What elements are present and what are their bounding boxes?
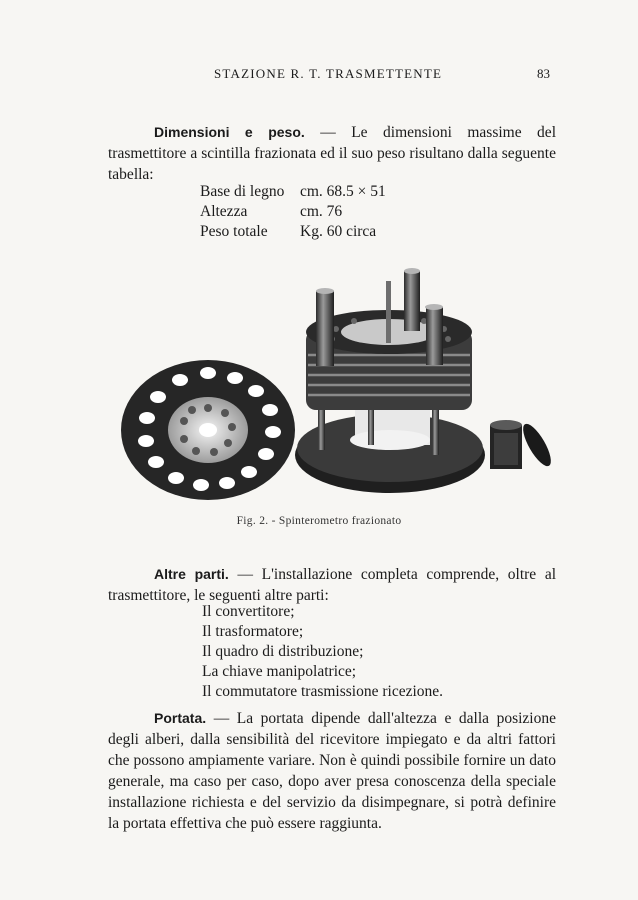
spec-label: Peso totale (200, 223, 268, 240)
parts-heading: Altre parti. (154, 566, 229, 582)
figure-caption: Fig. 2. - Spinterometro frazionato (236, 515, 402, 527)
list-item: La chiave manipolatrice; (202, 663, 357, 680)
list-item: Il trasformatore; (202, 623, 304, 640)
page-header (0, 66, 638, 86)
electrode-disc (121, 360, 295, 500)
range-paragraph (108, 708, 556, 834)
spark-gap-photo (110, 255, 560, 510)
list-item: Il quadro di distribuzione; (202, 643, 364, 660)
range-heading: Portata. (154, 710, 207, 726)
spec-value: Kg. 60 circa (300, 223, 377, 240)
small-cap (490, 420, 556, 470)
range-text: — La portata dipende dall'altezza e dalla posizione degli alberi, dalla sensibilità del ricevitore impiegato e da altri fattori che possono ampiamente variare. Non è quindi possibile fornire un dato generale, ma caso per caso, dopo aver presa conoscenza della speciale installazione richiesta e del servizio da disimpegnare, si potrà definire la portata effettiva che può essere raggiunta. (108, 710, 556, 832)
running-title: STAZIONE R. T. TRASMETTENTE (214, 66, 443, 81)
spec-label: Altezza (200, 203, 248, 220)
parts-text: — L'installazione completa comprende, oltre al trasmettitore, le seguenti altre parti: (108, 566, 557, 604)
list-item: Il convertitore; (202, 603, 295, 620)
parts-list (202, 602, 443, 702)
page-number: 83 (537, 66, 550, 81)
dimensions-heading: Dimensioni e peso. (154, 124, 305, 140)
list-item: Il commutatore trasmissione ricezione. (202, 683, 444, 700)
spec-table (200, 182, 386, 242)
spec-value: cm. 76 (300, 203, 343, 220)
dimensions-text: — Le dimensioni massime del trasmettitore a scintilla frazionata ed il suo peso risultano dalla seguente tabella: (108, 124, 556, 183)
parts-paragraph (108, 564, 556, 606)
spec-row (200, 222, 386, 242)
dimensions-paragraph (108, 122, 556, 185)
spec-label: Base di legno (200, 183, 285, 200)
spark-gap-assembly (295, 268, 485, 493)
spec-row (200, 182, 386, 202)
spec-value: cm. 68.5 × 51 (300, 183, 386, 200)
spec-row (200, 202, 386, 222)
